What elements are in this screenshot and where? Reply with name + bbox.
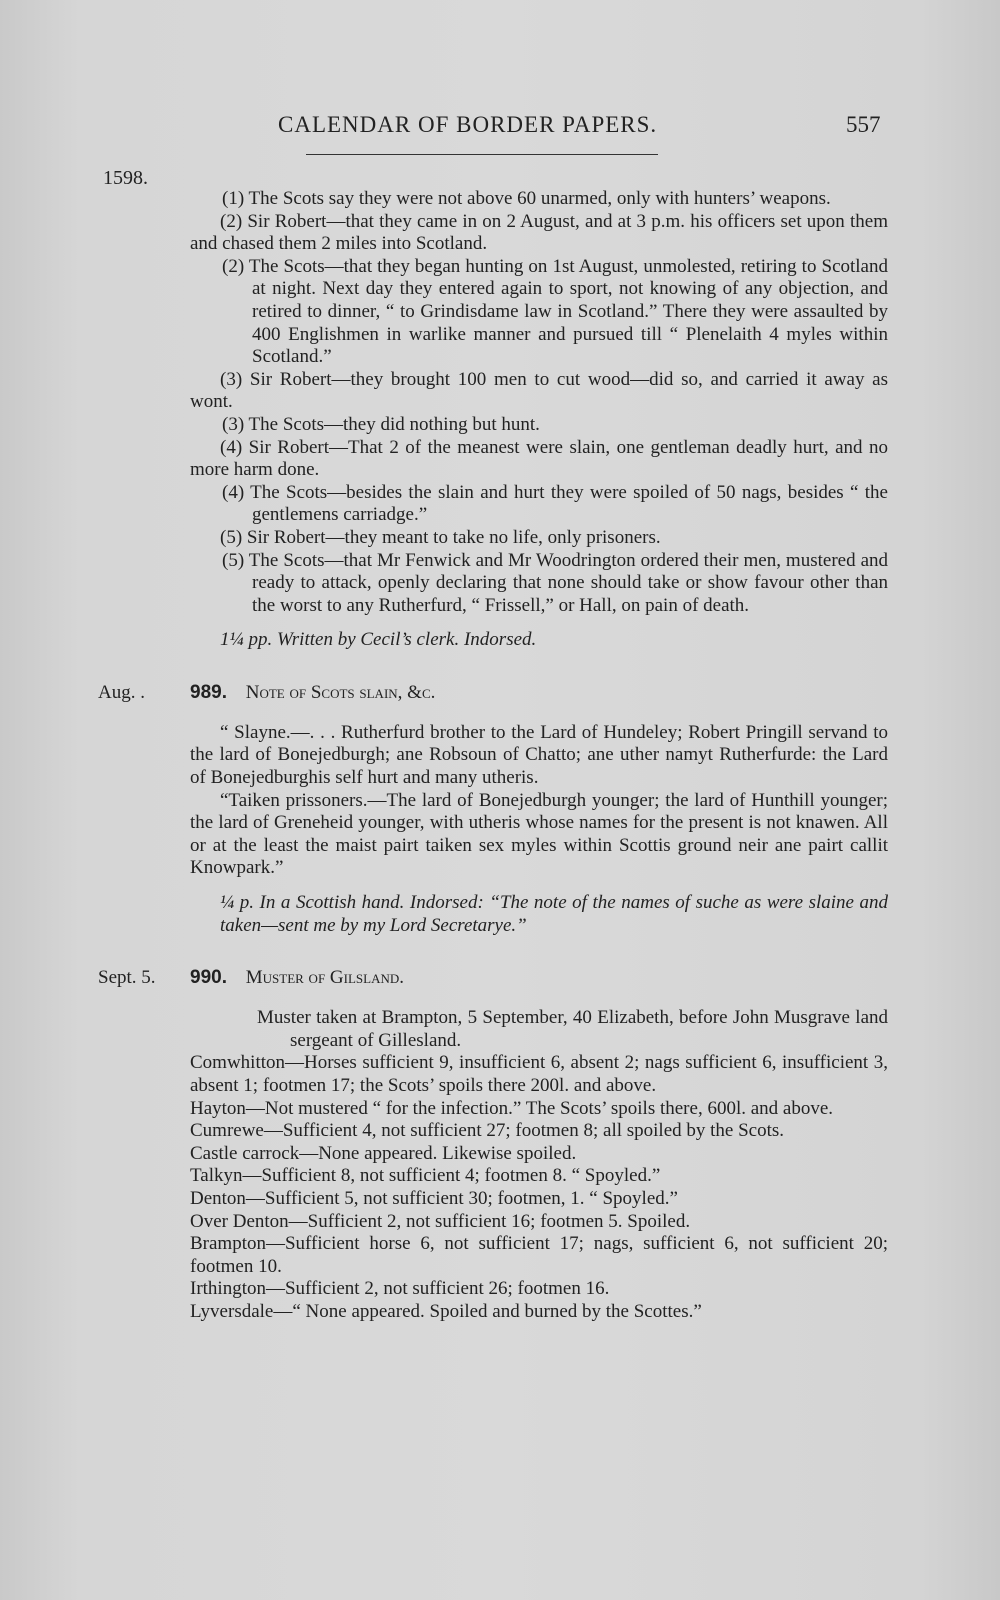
muster-line: Brampton—Sufficient horse 6, not sufficient 17; nags, sufficient 6, not sufficient 20; footmen 10. bbox=[190, 1233, 888, 1277]
muster-line: Lyversdale—“ None appeared. Spoiled and burned by the Scottes.” bbox=[190, 1300, 702, 1322]
page-number: 557 bbox=[846, 112, 881, 137]
entry-number: 989. bbox=[190, 681, 227, 703]
entry-title: Muster of Gilsland. bbox=[245, 967, 404, 989]
paragraph: “Taiken prissoners.—The lard of Bonejedburgh younger; the lard of Hunthill younger; the lard of Greneheid younger, with utheris whose names for the present is not knawen. All or at the least the maist pairt taiken sex myles within Scottis ground neir ane pairt callit Knowpark.” bbox=[190, 789, 888, 879]
document-note bbox=[190, 892, 888, 937]
muster-line: Irthington—Sufficient 2, not sufficient 26; footmen 16. bbox=[190, 1278, 610, 1300]
entry-date: Aug. . bbox=[98, 681, 145, 703]
paragraph: Muster taken at Brampton, 5 September, 40 Elizabeth, before John Musgrave land sergeant of Gillesland. bbox=[257, 1007, 888, 1051]
note-text: 1¼ pp. Written by Cecil’s clerk. Indorsed. bbox=[220, 629, 537, 651]
paragraph: (1) The Scots say they were not above 60 unarmed, only with hunters’ weapons. bbox=[222, 188, 831, 209]
muster-line: Comwhitton—Horses sufficient 9, insufficient 6, absent 2; nags sufficient 6, insufficient 3, absent 1; footmen 17; the Scots’ spoils there 200l. and above. bbox=[190, 1052, 888, 1096]
page-title: CALENDAR OF BORDER PAPERS. bbox=[278, 112, 658, 137]
entry-heading-990 bbox=[98, 967, 888, 995]
entry-heading-989 bbox=[98, 681, 888, 710]
entry-date: Sept. 5. bbox=[98, 967, 156, 989]
note-text: ¼ p. In a Scottish hand. Indorsed: “The note of the names of suche as were slaine and taken—sent me by my Lord Secretarye.” bbox=[220, 892, 888, 936]
paragraph: (2) Sir Robert—that they came in on 2 August, and at 3 p.m. his officers set upon them and chased them 2 miles into Scotland. bbox=[190, 210, 888, 255]
paragraph: (2) The Scots—that they began hunting on 1st August, unmolested, retiring to Scotland at night. Next day they entered again to sport, not knowing of any objection, and retired to dinner, “ to Grindisdame law in Scotland.” There they were assaulted by 400 Englishmen in warlike manner and pursued till “ Plenelaith 4 myles within Scotland.” bbox=[222, 255, 888, 368]
paragraph: (4) Sir Robert—That 2 of the meanest were slain, one gentleman deadly hurt, and no more harm done. bbox=[190, 436, 888, 481]
muster-line: Talkyn—Sufficient 8, not sufficient 4; footmen 8. “ Spoyled.” bbox=[190, 1165, 661, 1187]
muster-line: Denton—Sufficient 5, not sufficient 30; footmen, 1. “ Spoyled.” bbox=[190, 1187, 678, 1209]
muster-list bbox=[190, 1052, 888, 1323]
spacer bbox=[190, 710, 888, 722]
spacer bbox=[190, 995, 888, 1007]
muster-line: Over Denton—Sufficient 2, not sufficient 16; footmen 5. Spoiled. bbox=[190, 1210, 691, 1232]
paragraph: (3) Sir Robert—they brought 100 men to cut wood—did so, and carried it away as wont. bbox=[190, 368, 888, 413]
paragraph: (5) Sir Robert—they meant to take no life, only prisoners. bbox=[220, 526, 661, 548]
header-rule bbox=[306, 154, 658, 155]
muster-line: Cumrewe—Sufficient 4, not sufficient 27; footmen 8; all spoiled by the Scots. bbox=[190, 1120, 785, 1142]
paragraph: (5) The Scots—that Mr Fenwick and Mr Woodrington ordered their men, mustered and ready to attack, openly declaring that none should take or show favour other than the worst to any Rutherfurd, “ Frissell,” or Hall, on pain of death. bbox=[222, 549, 888, 616]
running-head bbox=[0, 112, 1000, 142]
year-margin-note: 1598. bbox=[103, 167, 148, 189]
document-note bbox=[190, 629, 888, 652]
muster-line: Hayton—Not mustered “ for the infection.” The Scots’ spoils there, 600l. and above. bbox=[190, 1097, 834, 1119]
entry-title: Note of Scots slain, &c. bbox=[245, 681, 436, 703]
muster-line: Castle carrock—None appeared. Likewise spoiled. bbox=[190, 1142, 577, 1164]
paragraph: (3) The Scots—they did nothing but hunt. bbox=[222, 413, 540, 435]
document-body bbox=[98, 188, 888, 1324]
paragraph: “ Slayne.—. . . Rutherfurd brother to the Lard of Hundeley; Robert Pringill servand to the lard of Bonejedburgh; ane Robsoun of Chatto; ane uther namyt Rutherfurde: the Lard of Bonejedburghis self hurt and many utheris. bbox=[190, 721, 888, 789]
entry-number: 990. bbox=[190, 967, 227, 989]
paragraph: (4) The Scots—besides the slain and hurt they were spoiled of 50 nags, besides “ the gentlemens carriadge.” bbox=[222, 481, 888, 526]
